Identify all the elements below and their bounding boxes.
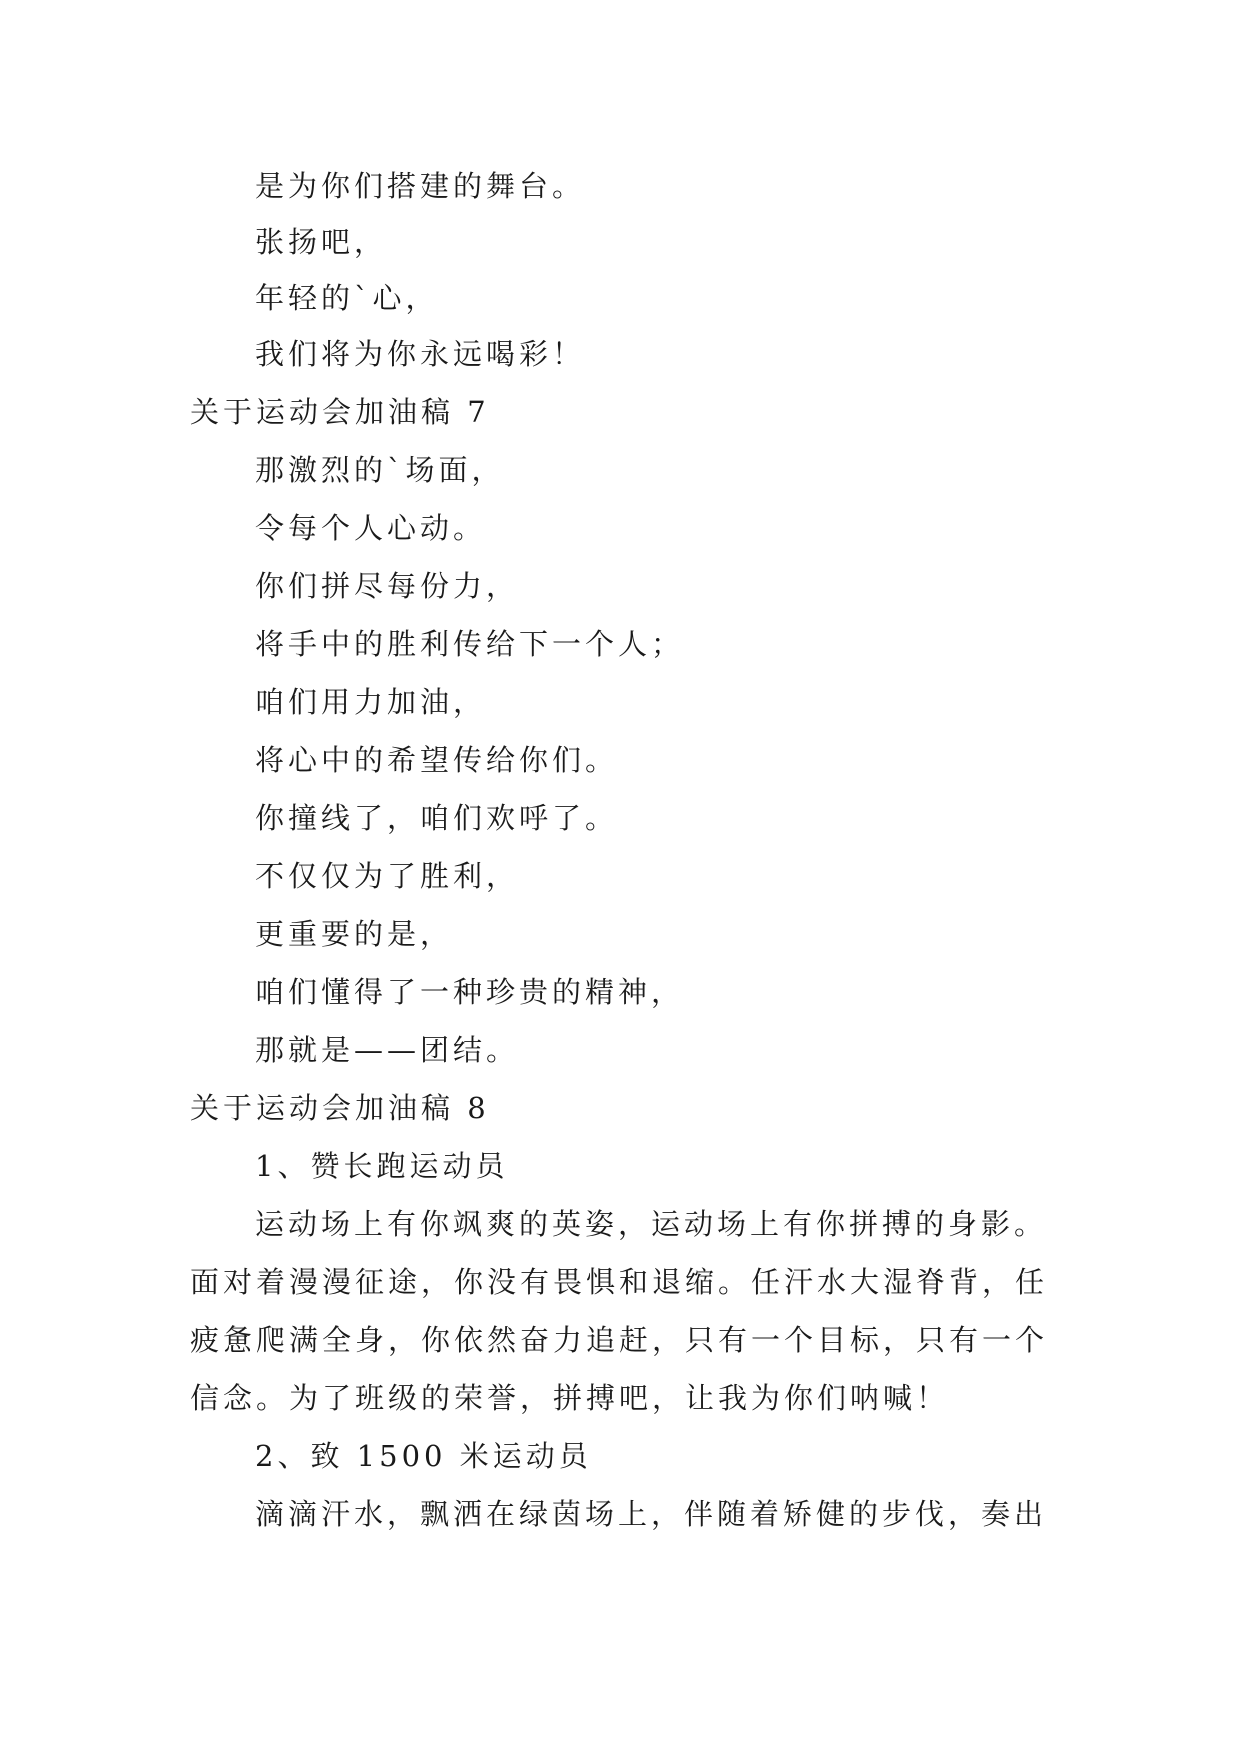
poem-line: 年轻的`心， bbox=[255, 281, 439, 315]
poem-line: 那激烈的`场面， bbox=[255, 453, 505, 487]
poem-line: 更重要的是， bbox=[255, 917, 454, 951]
paragraph-line: 运动场上有你飒爽的英姿，运动场上有你拼搏的身影。 bbox=[255, 1207, 1048, 1241]
poem-line: 将手中的胜利传给下一个人； bbox=[255, 627, 685, 661]
poem-line: 咱们用力加油， bbox=[255, 685, 487, 719]
paragraph-line: 滴滴汗水，飘洒在绿茵场上，伴随着矫健的步伐，奏出 bbox=[255, 1497, 1048, 1531]
poem-line: 我们将为你永远喝彩！ bbox=[255, 337, 586, 371]
poem-line: 将心中的希望传给你们。 bbox=[255, 743, 619, 777]
section-heading: 关于运动会加油稿 7 bbox=[190, 395, 490, 429]
paragraph-line: 疲惫爬满全身，你依然奋力追赶，只有一个目标，只有一个 bbox=[190, 1323, 1049, 1357]
item-title: 1、赞长跑运动员 bbox=[255, 1149, 509, 1183]
poem-line: 那就是——团结。 bbox=[255, 1033, 520, 1067]
paragraph-line: 面对着漫漫征途，你没有畏惧和退缩。任汗水大湿脊背，任 bbox=[190, 1265, 1049, 1299]
poem-line: 张扬吧， bbox=[255, 225, 388, 259]
poem-line: 咱们懂得了一种珍贵的精神， bbox=[255, 975, 685, 1009]
poem-line: 令每个人心动。 bbox=[255, 511, 487, 545]
poem-line: 你撞线了，咱们欢呼了。 bbox=[255, 801, 619, 835]
poem-line: 你们拼尽每份力， bbox=[255, 569, 520, 603]
item-title: 2、致 1500 米运动员 bbox=[255, 1439, 592, 1473]
section-heading: 关于运动会加油稿 8 bbox=[190, 1091, 490, 1125]
poem-line: 是为你们搭建的舞台。 bbox=[255, 169, 586, 203]
paragraph-line: 信念。为了班级的荣誉，拼搏吧，让我为你们呐喊！ bbox=[190, 1381, 950, 1415]
poem-line: 不仅仅为了胜利， bbox=[255, 859, 520, 893]
